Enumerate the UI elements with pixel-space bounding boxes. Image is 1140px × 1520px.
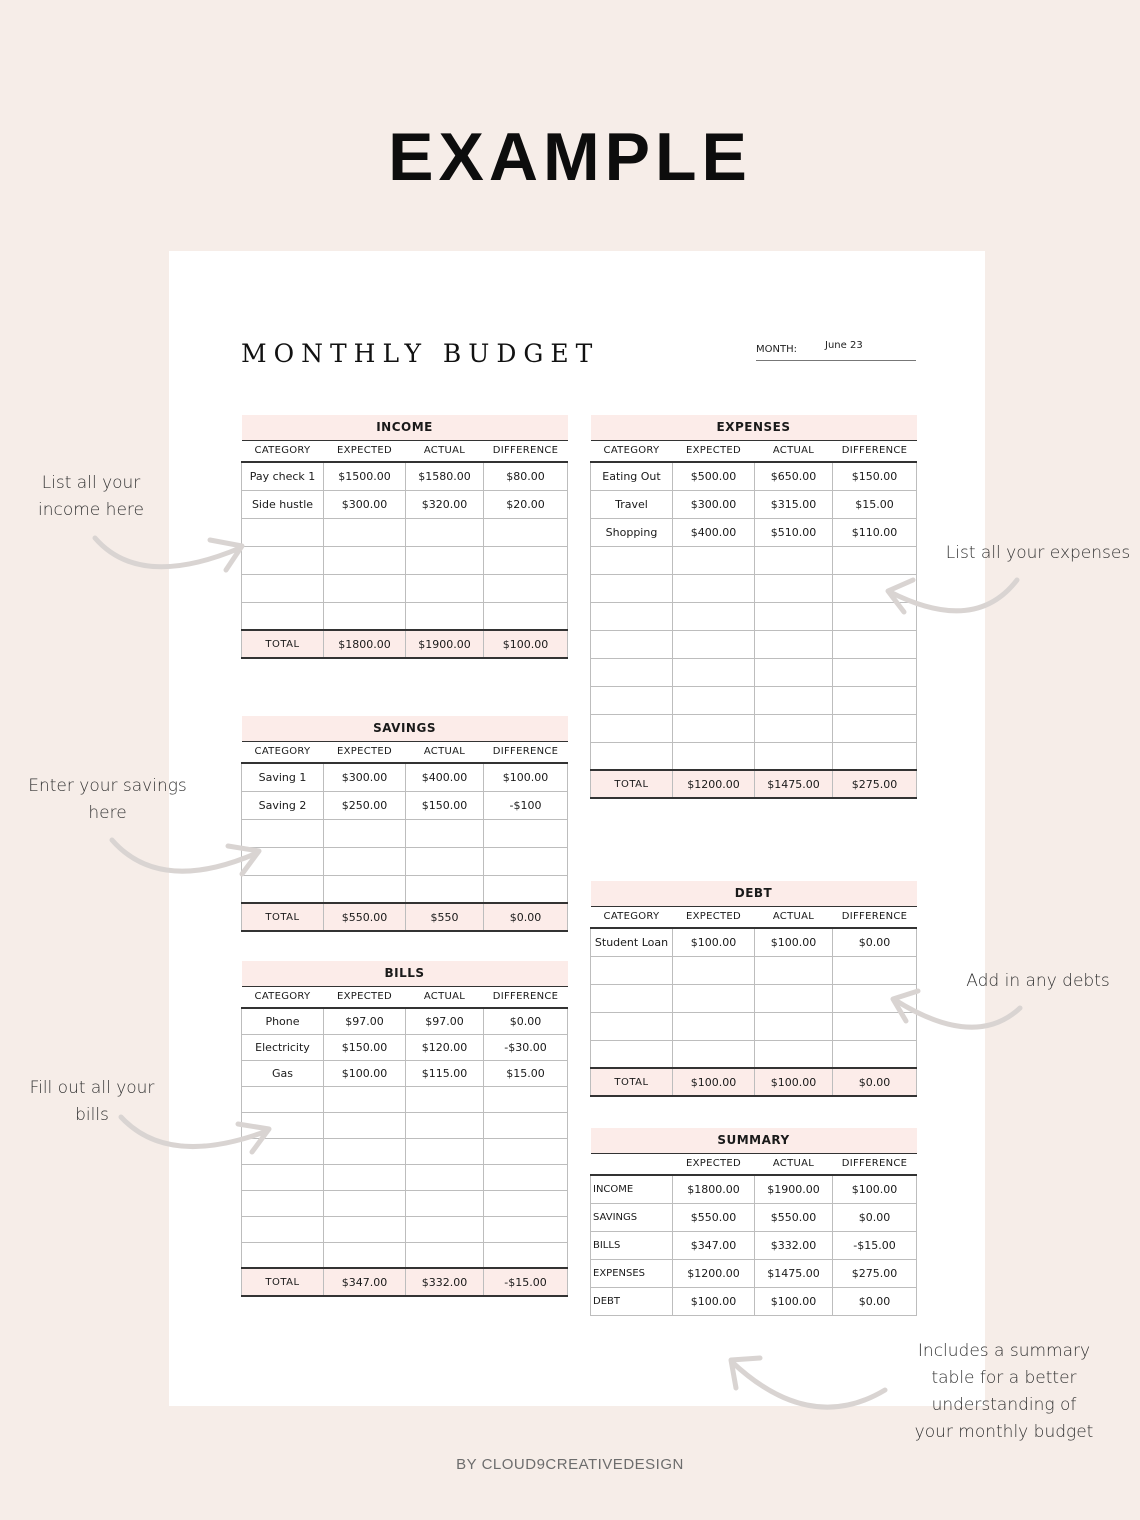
savings-arrow-icon: [112, 840, 259, 874]
month-value: June 23: [825, 340, 863, 351]
column-header: DIFFERENCE: [833, 906, 917, 928]
income-table-title: INCOME: [242, 415, 568, 440]
column-header: EXPECTED: [324, 440, 406, 462]
total-value: -$15.00: [484, 1268, 568, 1296]
column-header: CATEGORY: [242, 741, 324, 763]
table-cell[interactable]: DEBT: [591, 1287, 673, 1315]
column-header: DIFFERENCE: [833, 440, 917, 462]
table-cell[interactable]: $400.00: [673, 518, 755, 546]
table-cell[interactable]: Travel: [591, 490, 673, 518]
column-header: ACTUAL: [406, 986, 484, 1008]
column-header: CATEGORY: [591, 906, 673, 928]
column-header: CATEGORY: [242, 986, 324, 1008]
column-header: DIFFERENCE: [484, 986, 568, 1008]
table-cell[interactable]: $300.00: [673, 490, 755, 518]
table-cell[interactable]: $315.00: [755, 490, 833, 518]
table-cell[interactable]: BILLS: [591, 1231, 673, 1259]
note-line: Fill out all your: [29, 1078, 155, 1098]
table-cell[interactable]: $80.00: [484, 462, 568, 490]
total-value: $550.00: [324, 903, 406, 931]
note-line: your monthly budget: [914, 1422, 1094, 1442]
table-cell[interactable]: Electricity: [242, 1034, 324, 1060]
table-cell[interactable]: Pay check 1: [242, 462, 324, 490]
column-header: DIFFERENCE: [833, 1153, 917, 1175]
table-cell[interactable]: Gas: [242, 1060, 324, 1086]
total-value: $1200.00: [673, 770, 755, 798]
total-value: $1475.00: [755, 770, 833, 798]
column-header: ACTUAL: [755, 906, 833, 928]
table-cell[interactable]: $300.00: [324, 763, 406, 791]
table-cell[interactable]: $0.00: [833, 1203, 917, 1231]
table-cell[interactable]: $110.00: [833, 518, 917, 546]
note-line: Add in any debts: [966, 971, 1110, 991]
table-cell[interactable]: $500.00: [673, 462, 755, 490]
table-cell[interactable]: $510.00: [755, 518, 833, 546]
summary-arrow-icon: [731, 1358, 885, 1407]
table-cell[interactable]: $97.00: [406, 1008, 484, 1034]
table-cell[interactable]: $20.00: [484, 490, 568, 518]
summary-table-title: SUMMARY: [591, 1128, 917, 1153]
month-label: MONTH:: [756, 344, 797, 355]
sheet-title: MONTHLY BUDGET: [241, 339, 600, 368]
column-header: EXPECTED: [673, 1153, 755, 1175]
total-value: $100.00: [673, 1068, 755, 1096]
table-cell[interactable]: $100.00: [324, 1060, 406, 1086]
column-header: CATEGORY: [591, 440, 673, 462]
table-cell[interactable]: INCOME: [591, 1175, 673, 1203]
table-cell[interactable]: -$100: [484, 791, 568, 819]
savings-table-title: SAVINGS: [242, 716, 568, 741]
note-line: table for a better: [931, 1368, 1077, 1388]
credit-footer: BY CLOUD9CREATIVEDESIGN: [456, 1456, 684, 1473]
table-cell[interactable]: $1500.00: [324, 462, 406, 490]
table-cell[interactable]: $0.00: [833, 928, 917, 956]
table-cell[interactable]: Eating Out: [591, 462, 673, 490]
column-header: ACTUAL: [755, 440, 833, 462]
table-cell[interactable]: $100.00: [833, 1175, 917, 1203]
column-header: CATEGORY: [242, 440, 324, 462]
total-label: TOTAL: [591, 770, 673, 798]
table-cell[interactable]: EXPENSES: [591, 1259, 673, 1287]
total-label: TOTAL: [242, 1268, 324, 1296]
table-cell[interactable]: $150.00: [833, 462, 917, 490]
table-cell[interactable]: $100.00: [673, 1287, 755, 1315]
table-cell[interactable]: $97.00: [324, 1008, 406, 1034]
column-header: ACTUAL: [755, 1153, 833, 1175]
total-label: TOTAL: [591, 1068, 673, 1096]
column-header: EXPECTED: [324, 741, 406, 763]
table-cell[interactable]: Side hustle: [242, 490, 324, 518]
table-cell[interactable]: $100.00: [755, 1287, 833, 1315]
table-cell[interactable]: $0.00: [833, 1287, 917, 1315]
table-cell[interactable]: -$15.00: [833, 1231, 917, 1259]
total-value: $550: [406, 903, 484, 931]
note-line: Includes a summary: [917, 1341, 1091, 1361]
table-cell[interactable]: $400.00: [406, 763, 484, 791]
total-value: $0.00: [833, 1068, 917, 1096]
total-value: $332.00: [406, 1268, 484, 1296]
note-line: understanding of: [931, 1395, 1077, 1415]
bills-arrow-icon: [121, 1117, 269, 1152]
column-header: DIFFERENCE: [484, 741, 568, 763]
column-header: EXPECTED: [673, 906, 755, 928]
note-line: Enter your savings: [28, 776, 187, 796]
total-value: $1900.00: [406, 630, 484, 658]
table-cell[interactable]: -$30.00: [484, 1034, 568, 1060]
table-cell[interactable]: $150.00: [324, 1034, 406, 1060]
table-cell[interactable]: Saving 1: [242, 763, 324, 791]
table-cell[interactable]: $1900.00: [755, 1175, 833, 1203]
table-cell[interactable]: $650.00: [755, 462, 833, 490]
note-line: income here: [38, 500, 144, 520]
table-cell[interactable]: SAVINGS: [591, 1203, 673, 1231]
note-line: here: [88, 803, 127, 823]
expenses-arrow-icon: [888, 580, 1017, 612]
table-cell[interactable]: $332.00: [755, 1231, 833, 1259]
table-cell[interactable]: $115.00: [406, 1060, 484, 1086]
note-line: List all your: [41, 473, 141, 493]
table-cell[interactable]: $550.00: [755, 1203, 833, 1231]
total-value: $0.00: [484, 903, 568, 931]
table-cell[interactable]: $100.00: [484, 763, 568, 791]
table-cell[interactable]: $1475.00: [755, 1259, 833, 1287]
table-cell[interactable]: Student Loan: [591, 928, 673, 956]
table-cell[interactable]: $300.00: [324, 490, 406, 518]
table-cell[interactable]: $320.00: [406, 490, 484, 518]
debt-table-title: DEBT: [591, 881, 917, 906]
column-header: EXPECTED: [673, 440, 755, 462]
table-cell[interactable]: $15.00: [833, 490, 917, 518]
total-value: $100.00: [755, 1068, 833, 1096]
table-cell[interactable]: Phone: [242, 1008, 324, 1034]
table-cell[interactable]: $347.00: [673, 1231, 755, 1259]
table-cell[interactable]: $100.00: [673, 928, 755, 956]
expenses-table-title: EXPENSES: [591, 415, 917, 440]
table-cell[interactable]: $1200.00: [673, 1259, 755, 1287]
table-cell[interactable]: $100.00: [755, 928, 833, 956]
table-cell[interactable]: Saving 2: [242, 791, 324, 819]
table-cell[interactable]: $275.00: [833, 1259, 917, 1287]
bills-table-title: BILLS: [242, 961, 568, 986]
total-label: TOTAL: [242, 903, 324, 931]
table-cell[interactable]: Shopping: [591, 518, 673, 546]
column-header: ACTUAL: [406, 440, 484, 462]
column-header: EXPECTED: [324, 986, 406, 1008]
total-value: $100.00: [484, 630, 568, 658]
table-cell[interactable]: $250.00: [324, 791, 406, 819]
column-header: ACTUAL: [406, 741, 484, 763]
total-label: TOTAL: [242, 630, 324, 658]
debt-arrow-icon: [893, 991, 1020, 1027]
table-cell[interactable]: $120.00: [406, 1034, 484, 1060]
table-cell[interactable]: $1800.00: [673, 1175, 755, 1203]
table-cell[interactable]: $550.00: [673, 1203, 755, 1231]
example-headline: EXAMPLE: [388, 119, 752, 195]
table-cell[interactable]: $1580.00: [406, 462, 484, 490]
total-value: $1800.00: [324, 630, 406, 658]
total-value: $347.00: [324, 1268, 406, 1296]
total-value: $275.00: [833, 770, 917, 798]
income-arrow-icon: [95, 538, 242, 570]
column-header: DIFFERENCE: [484, 440, 568, 462]
note-line: List all your expenses: [945, 543, 1131, 563]
table-cell[interactable]: $150.00: [406, 791, 484, 819]
note-line: bills: [75, 1105, 109, 1125]
table-cell[interactable]: $15.00: [484, 1060, 568, 1086]
table-cell[interactable]: $0.00: [484, 1008, 568, 1034]
